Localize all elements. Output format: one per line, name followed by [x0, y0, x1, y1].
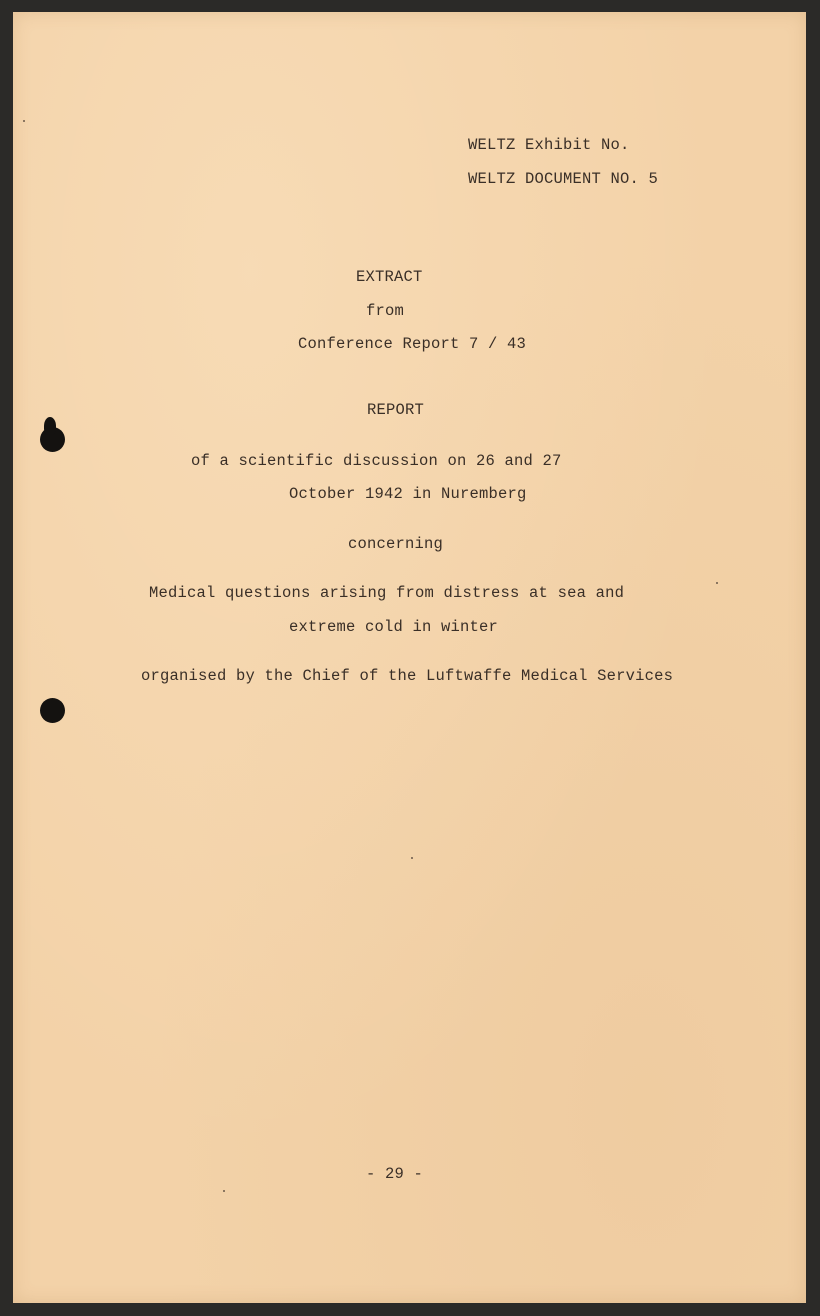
document-number-line: WELTZ DOCUMENT NO. 5	[468, 170, 659, 188]
extract-heading: EXTRACT	[356, 268, 423, 286]
discussion-line-1: of a scientific discussion on 26 and 27	[191, 452, 562, 470]
exhibit-number-line: WELTZ Exhibit No.	[468, 136, 630, 154]
topic-line-2: extreme cold in winter	[289, 618, 499, 636]
concerning-line: concerning	[348, 535, 444, 553]
punch-hole-lower	[40, 698, 65, 723]
discussion-line-2: October 1942 in Nuremberg	[289, 485, 527, 503]
report-heading: REPORT	[367, 401, 425, 419]
paper-speck	[411, 857, 413, 859]
paper-speck	[716, 582, 718, 584]
conference-report-line: Conference Report 7 / 43	[298, 335, 527, 353]
from-line: from	[366, 302, 405, 320]
page-number: - 29 -	[366, 1165, 424, 1183]
organiser-line: organised by the Chief of the Luftwaffe Medical Services	[141, 667, 674, 685]
punch-hole-tear	[44, 417, 56, 435]
paper-speck	[23, 120, 25, 122]
topic-line-1: Medical questions arising from distress at sea and	[149, 584, 625, 602]
document-page	[13, 12, 806, 1303]
paper-speck	[223, 1190, 225, 1192]
